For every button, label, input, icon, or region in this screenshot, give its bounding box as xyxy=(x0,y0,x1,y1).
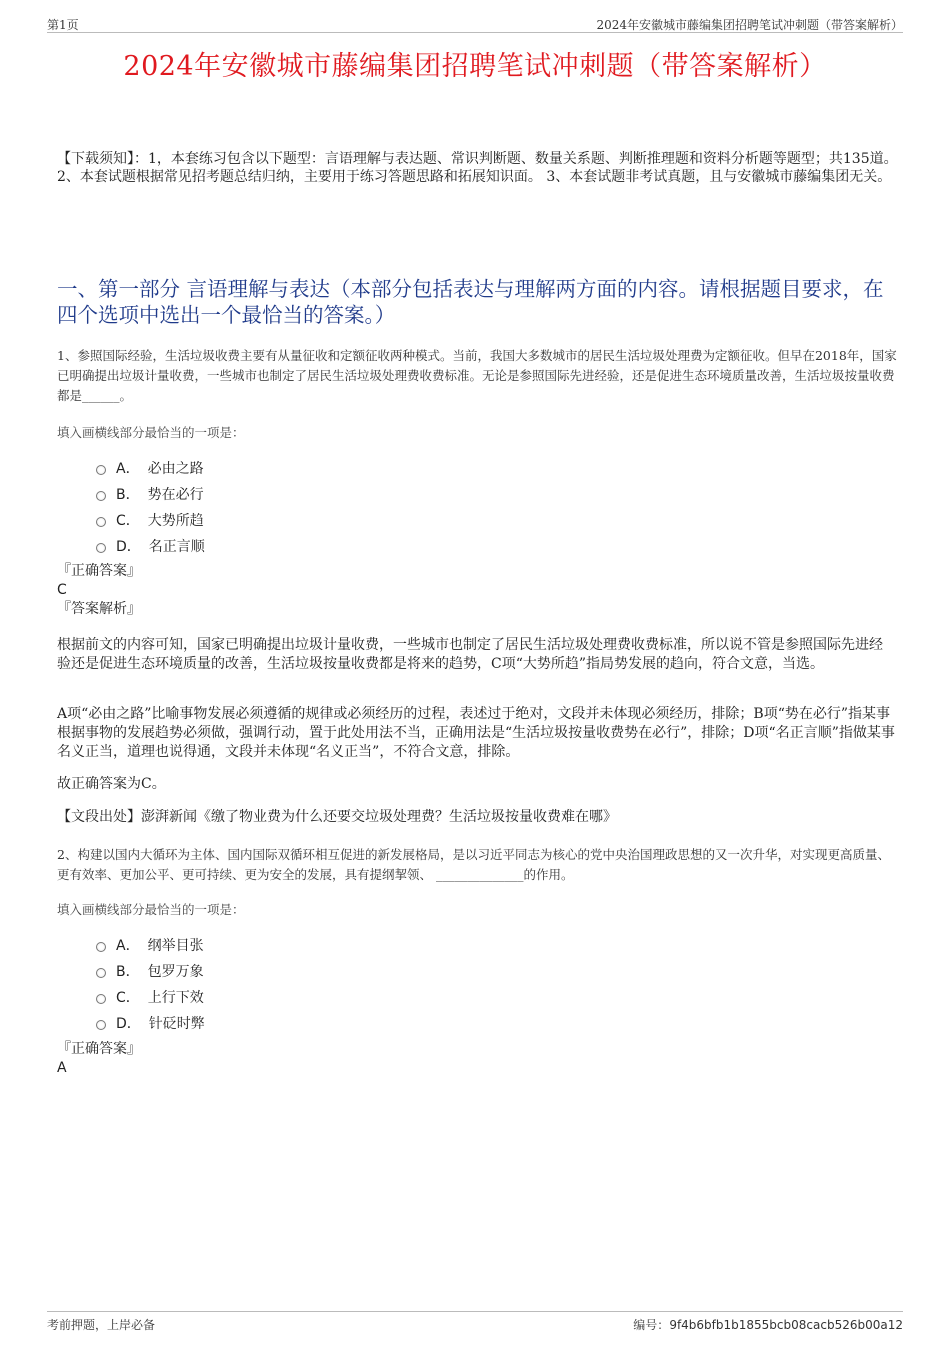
answer-label: 『正确答案』 xyxy=(57,1041,141,1057)
question-1-hint: 填入画横线部分最恰当的一项是： xyxy=(57,425,245,440)
option-b[interactable]: B． 势在必行 xyxy=(96,481,205,507)
footer-slogan: 考前押题，上岸必备 xyxy=(47,1318,156,1332)
download-notice: 【下载须知】：1，本套练习包含以下题型：言语理解与表达题、常识判断题、数量关系题、判断推理题和资料分析题等题型；共135道。 2、本套试题根据常见招考题总结归纳，主要用于练习答题思路和拓展知识面。 3、本套试题非考试真题，且与安徽城市藤编集团无关。 xyxy=(57,151,898,185)
answer-value: A xyxy=(57,1060,67,1076)
radio-icon[interactable] xyxy=(96,1020,106,1030)
option-d[interactable]: D． 针砭时弊 xyxy=(96,1010,205,1036)
analysis-conclusion: 故正确答案为C。 xyxy=(57,776,166,792)
question-1-answer-block xyxy=(57,562,895,619)
document-title: 2024年安徽城市藤编集团招聘笔试冲刺题（带答案解析） xyxy=(123,51,827,82)
option-c[interactable]: C． 大势所趋 xyxy=(96,507,205,533)
analysis-paragraph-2: A项“必由之路”比喻事物发展必须遵循的规律或必须经历的过程，表述过于绝对，文段并未体现必须经历，排除；B项“势在必行”指某事根据事物的发展趋势必须做，强调行动，置于此处用法不当，正确用法是“生活垃圾按量收费势在必行”，排除；D项“名正言顺”指做某事名义正当，道理也说得通，文段并未体现“名义正当”，不符合文意，排除。 xyxy=(57,706,895,760)
question-1-options xyxy=(96,455,205,559)
analysis-paragraph-1: 根据前文的内容可知，国家已明确提出垃圾计量收费，一些城市也制定了居民生活垃圾处理费收费标准，所以说不管是参照国际先进经验还是促进生态环境质量的改善，生活垃圾按量收费都是将来的趋势，C项“大势所趋”指局势发展的趋向，符合文意，当选。 xyxy=(57,637,883,672)
question-2-options xyxy=(96,932,205,1036)
radio-icon[interactable] xyxy=(96,543,106,553)
option-a[interactable]: A． 纲举目张 xyxy=(96,932,205,958)
page-header xyxy=(47,14,903,33)
source-note: 【文段出处】澎湃新闻《缴了物业费为什么还要交垃圾处理费？生活垃圾按量收费难在哪》 xyxy=(57,809,617,825)
option-text: 上行下效 xyxy=(147,990,204,1006)
option-a[interactable]: A． 必由之路 xyxy=(96,455,205,481)
header-doc-title: 2024年安徽城市藤编集团招聘笔试冲刺题（带答案解析） xyxy=(596,18,903,32)
question-2-answer-block xyxy=(57,1040,895,1078)
answer-value: C xyxy=(57,582,67,598)
option-text: 针砭时弊 xyxy=(148,1016,205,1032)
page-footer xyxy=(47,1311,903,1330)
option-text: 纲举目张 xyxy=(147,938,204,954)
question-2-stem: 2、构建以国内大循环为主体、国内国际双循环相互促进的新发展格局，是以习近平同志为核心的党中央治国理政思想的又一次升华，对实现更高质量、更有效率、更加公平、更可持续、更为安全的发展，具有提纲挈领、 ______________的作用。 xyxy=(57,847,890,882)
question-1-stem: 1、参照国际经验，生活垃圾收费主要有从量征收和定额征收两种模式。当前，我国大多数城市的居民生活垃圾处理费为定额征收。但早在2018年，国家已明确提出垃圾计量收费，一些城市也制定了居民生活垃圾处理费收费标准。无论是参照国际先进经验，还是促进生态环境质量改善，生活垃圾按量收费都是______。 xyxy=(57,348,897,403)
option-text: 必由之路 xyxy=(147,461,204,477)
option-text: 大势所趋 xyxy=(147,513,204,529)
answer-label: 『正确答案』 xyxy=(57,563,141,579)
radio-icon[interactable] xyxy=(96,968,106,978)
option-d[interactable]: D． 名正言顺 xyxy=(96,533,205,559)
code-value: 9f4b6bfb1b1855bcb08cacb526b00a12 xyxy=(669,1318,903,1332)
radio-icon[interactable] xyxy=(96,465,106,475)
question-2-hint: 填入画横线部分最恰当的一项是： xyxy=(57,902,245,917)
section-heading: 一、第一部分 言语理解与表达（本部分包括表达与理解两方面的内容。请根据题目要求，在四个选项中选出一个最恰当的答案。） xyxy=(57,277,884,327)
option-c[interactable]: C． 上行下效 xyxy=(96,984,205,1010)
radio-icon[interactable] xyxy=(96,994,106,1004)
option-text: 势在必行 xyxy=(147,487,204,503)
footer-code xyxy=(633,1316,903,1333)
analysis-label: 『答案解析』 xyxy=(57,601,141,617)
radio-icon[interactable] xyxy=(96,942,106,952)
option-b[interactable]: B． 包罗万象 xyxy=(96,958,205,984)
code-label: 编号： xyxy=(633,1318,670,1332)
page-number: 第1页 xyxy=(47,18,79,32)
option-text: 包罗万象 xyxy=(147,964,204,980)
radio-icon[interactable] xyxy=(96,491,106,501)
radio-icon[interactable] xyxy=(96,517,106,527)
option-text: 名正言顺 xyxy=(148,539,205,555)
